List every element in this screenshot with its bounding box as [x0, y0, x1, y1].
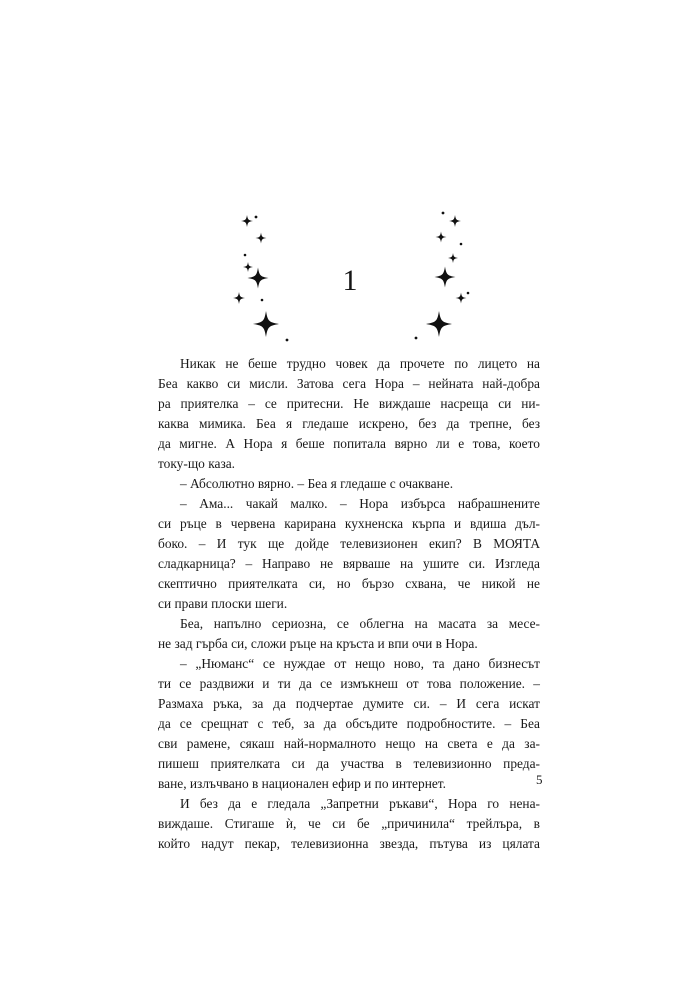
page-number: 5 — [536, 772, 543, 787]
text-line: виждаше. Стигаше ѝ, че си бе „причинила“ трейлъра, в — [158, 816, 540, 831]
text-line: Беа какво си мисли. Затова сега Нора – нейната най-добра — [158, 376, 540, 391]
text-line: ване, излъчвано в национален ефир и по интернет. — [158, 776, 447, 791]
text-line: току-що каза. — [158, 456, 236, 471]
text-line: си прави плоски шеги. — [158, 596, 288, 611]
text-line: – „Нюманс“ се нуждае от нещо ново, та дано бизнесът — [180, 656, 540, 671]
text-line: да мигне. А Нора я беше попитала вярно ли е това, което — [158, 436, 540, 451]
text-line: който надут пекар, телевизионна звезда, пътува из цялата — [158, 836, 540, 851]
chapter-body-text — [158, 354, 540, 854]
text-line: пишеш приятелката си да участва в телевизионно преда- — [158, 756, 540, 771]
text-line: сладкарница? – Направо не вярваше на ушите си. Изгледа — [158, 556, 540, 571]
text-line: боко. – И тук ще дойде телевизионен екип? В МОЯТА — [158, 536, 540, 551]
text-line: Никак не беше трудно човек да прочете по лицето на — [180, 356, 540, 371]
text-line: не зад гърба си, сложи ръце на кръста и впи очи в Нора. — [158, 636, 478, 651]
text-line: ти се раздвижи и ти да се измъкнеш от това положение. – — [158, 676, 540, 691]
text-line: И без да е гледала „Запретни ръкави“, Нора го нена- — [180, 796, 540, 811]
text-line: Размаха ръка, за да подчертае думите си. – И сега искат — [158, 696, 540, 711]
text-line: ра приятелка – се притесни. Не виждаше насреща си ни- — [158, 396, 540, 411]
text-line: си ръце в червена карирана кухненска кърпа и вдиша дъл- — [158, 516, 540, 531]
text-line: скептично приятелката си, но бързо схвана, че никой не — [158, 576, 540, 591]
text-line: – Ама... чакай малко. – Нора избърса набрашнените — [180, 496, 540, 511]
text-line: – Абсолютно вярно. – Беа я гледаше с очакване. — [180, 476, 454, 491]
text-line: каква мимика. Беа я гледаше искрено, без да трепне, без — [158, 416, 540, 431]
chapter-number: 1 — [342, 264, 358, 297]
text-line: Беа, напълно сериозна, се облегна на масата за месе- — [180, 616, 540, 631]
text-line: сви рамене, сякаш най-нормалното нещо на света е да за- — [158, 736, 540, 751]
chapter-heading — [220, 205, 480, 355]
text-line: да се срещнат с теб, за да обсъдите подробностите. – Беа — [158, 716, 540, 731]
